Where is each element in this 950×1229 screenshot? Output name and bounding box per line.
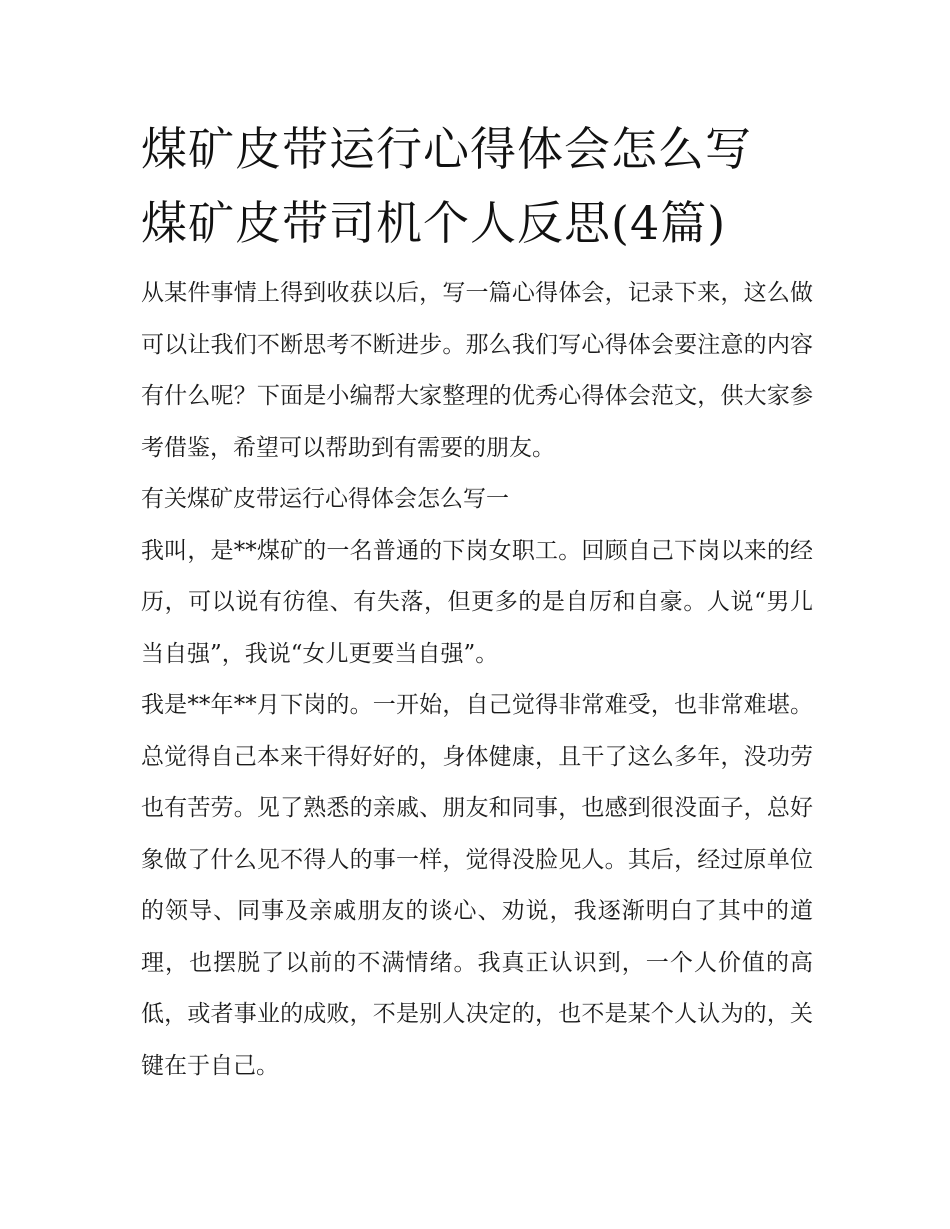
title-line: 煤矿皮带司机个人反思(4篇): [141, 196, 727, 250]
body-paragraph: 我是**年**月下岗的。一开始，自己觉得非常难受，也非常难堪。总觉得自己本来干得好好的，身体健康，且干了这么多年，没功劳也有苦劳。见了熟悉的亲戚、朋友和同事，也感到很没面子，总好象做了什么见不得人的事一样，觉得没脸见人。其后，经过原单位的领导、同事及亲戚朋友的谈心、劝说，我逐渐明白了其中的道理，也摆脱了以前的不满情绪。我真正认识到，一个人价值的高低，或者事业的成败，不是别人决定的，也不是某个人认为的，关键在于自己。: [141, 692, 813, 1079]
document-title: [141, 112, 813, 260]
title-line: 煤矿皮带运行心得体会怎么写: [141, 122, 752, 176]
section-heading: 有关煤矿皮带运行心得体会怎么写一: [141, 486, 509, 512]
body-paragraph: 我叫，是**煤矿的一名普通的下岗女职工。回顾自己下岗以来的经历，可以说有彷徨、有失落，但更多的是自厉和自豪。人说“男儿当自强”，我说“女儿更要当自强”。: [141, 537, 813, 667]
intro-paragraph: 从某件事情上得到收获以后，写一篇心得体会，记录下来，这么做可以让我们不断思考不断进步。那么我们写心得体会要注意的内容有什么呢？下面是小编帮大家整理的优秀心得体会范文，供大家参考借鉴，希望可以帮助到有需要的朋友。: [141, 280, 813, 461]
document-body: [141, 112, 813, 1092]
